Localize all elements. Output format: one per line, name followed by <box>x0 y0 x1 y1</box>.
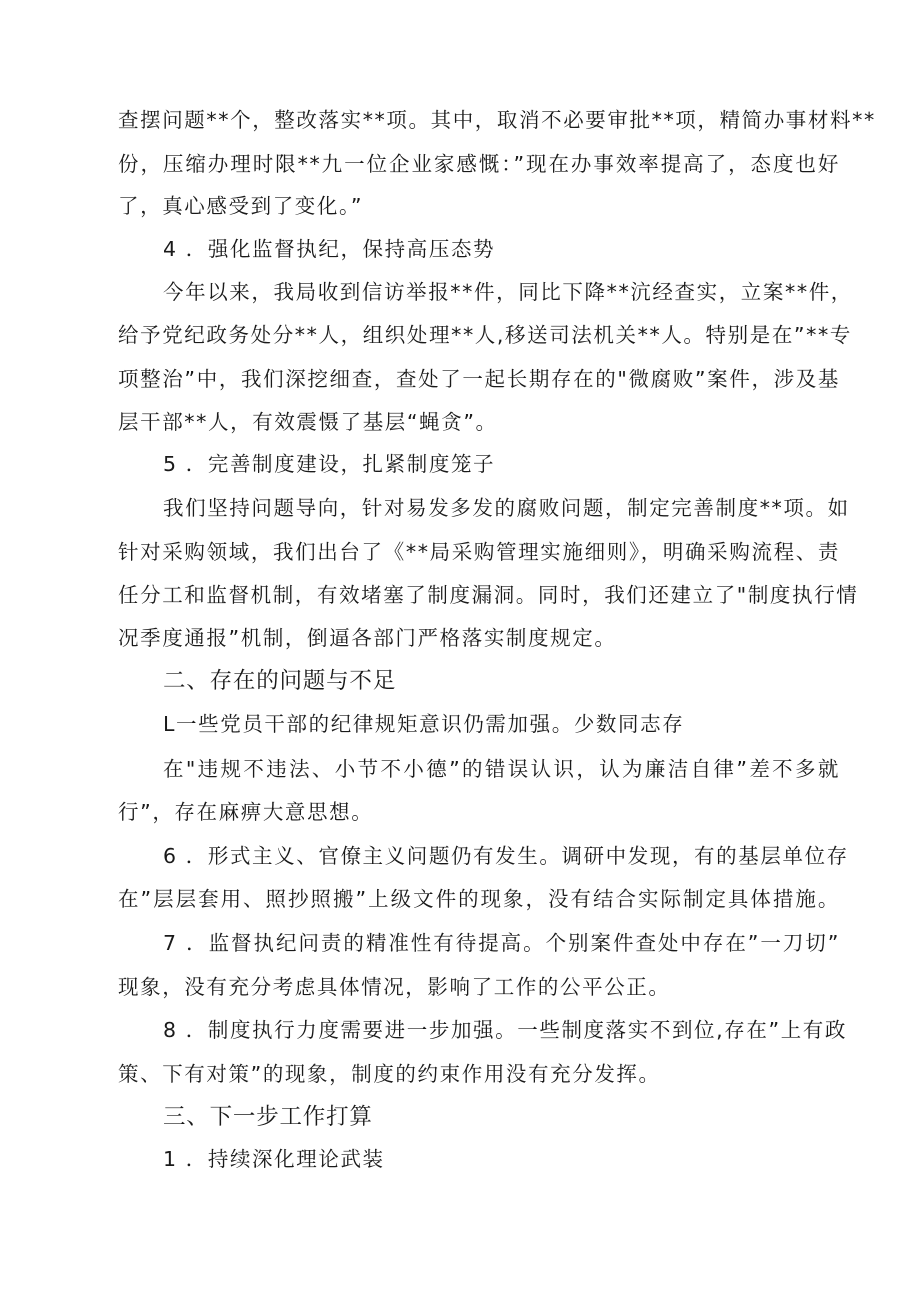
paragraph-line: 针对采购领域，我们出台了《**局采购管理实施细则》，明确采购流程、责 <box>118 540 840 564</box>
section-heading: 二、存在的问题与不足 <box>163 668 397 694</box>
paragraph-line: 8 ．制度执行力度需要进一步加强。一些制度落实不到位,存在”上有政 <box>163 1018 847 1042</box>
subsection-heading: 1 ．持续深化理论武装 <box>163 1147 385 1171</box>
paragraph-line: 况季度通报”机制，倒逼各部门严格落实制度规定。 <box>118 626 617 650</box>
subsection-heading: 4 ．强化监督执纪，保持高压态势 <box>163 237 496 261</box>
paragraph-line: 今年以来，我局收到信访举报**件，同比下降**沆经查实，立案**件， <box>163 280 853 304</box>
paragraph-line: 我们坚持问题导向，针对易发多发的腐败问题，制定完善制度**项。如 <box>163 496 850 520</box>
paragraph-line: 策、下有对策”的现象，制度的约束作用没有充分发挥。 <box>118 1062 661 1086</box>
paragraph-line: 在”层层套用、照抄照搬”上级文件的现象，没有结合实际制定具体措施。 <box>118 887 840 911</box>
paragraph-line: 层干部**人，有效震慑了基层“蝇贪”。 <box>118 410 498 434</box>
section-heading: 三、下一步工作打算 <box>163 1104 373 1130</box>
paragraph-line: L一些党员干部的纪律规矩意识仍需加强。少数同志存 <box>163 712 685 736</box>
paragraph-line: 任分工和监督机制，有效堵塞了制度漏洞。同时，我们还建立了"制度执行情 <box>118 583 859 607</box>
paragraph-line: 6 ．形式主义、官僚主义问题仍有发生。调研中发现，有的基层单位存 <box>163 844 849 868</box>
paragraph-line: 行”，存在麻痹大意思想。 <box>118 800 374 824</box>
paragraph-line: 7 ．监督执纪问责的精准性有待提高。个别案件查处中存在”一刀切” <box>163 931 840 955</box>
paragraph-line: 项整治”中，我们深挖细查，查处了一起长期存在的"微腐败”案件，涉及基 <box>118 367 840 391</box>
paragraph-line: 给予党纪政务处分**人，组织处理**人,移送司法机关**人。特别是在”**专 <box>118 323 852 347</box>
paragraph-line: 了，真心感受到了变化。” <box>118 194 364 218</box>
paragraph-line: 现象，没有充分考虑具体情况，影响了工作的公平公正。 <box>118 975 671 999</box>
paragraph-line: 查摆问题**个，整改落实**项。其中，取消不必要审批**项，精简办事材料** <box>118 108 876 132</box>
subsection-heading: 5 ．完善制度建设，扎紧制度笼子 <box>163 452 496 476</box>
paragraph-line: 份，压缩办理时限**九一位企业家感慨：”现在办事效率提高了，态度也好 <box>118 152 840 176</box>
paragraph-line: 在"违规不违法、小节不小德”的错误认识，认为廉洁自律”差不多就 <box>163 757 840 781</box>
